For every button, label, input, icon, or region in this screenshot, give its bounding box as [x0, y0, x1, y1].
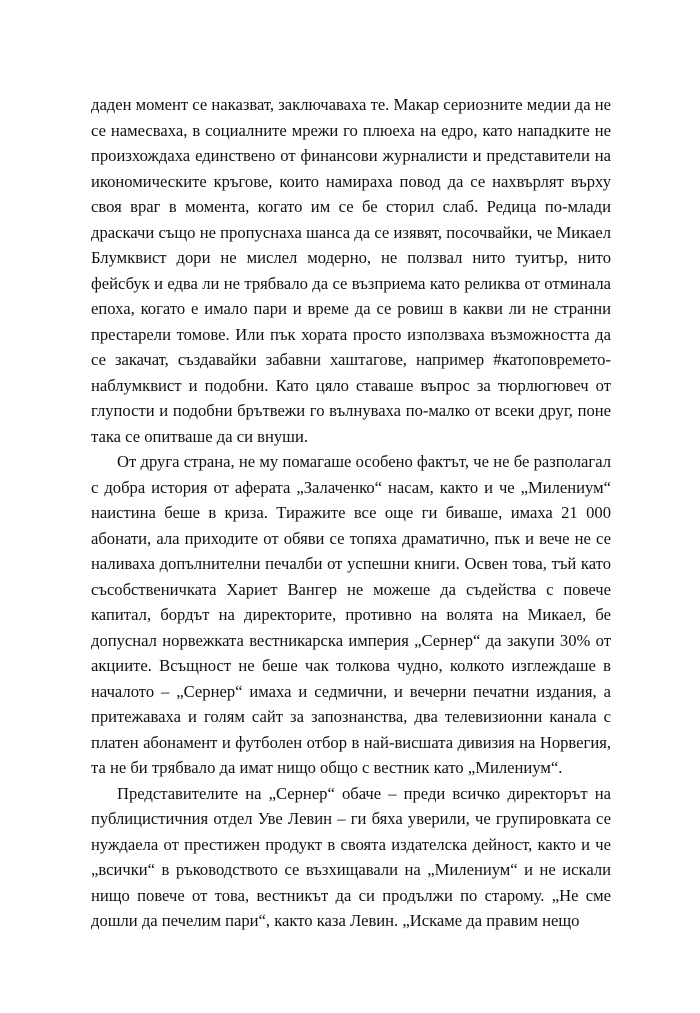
body-text: [91, 92, 611, 934]
paragraph-1: даден момент се наказват, заключаваха те. Макар сериозните медии да не се намесваха, в социалните мрежи го плюеха на едро, като нападките не произхождаха единствено от финансови журналисти и представители на икономическите кръгове, които намираха повод да се нахвърлят върху своя враг в момента, когато им се бе сторил слаб. Редица по-млади драскачи също не пропуснаха шанса да се изявят, посочвайки, че Микаел Блумквист дори не мислел модерно, не ползвал нито туитър, нито фейсбук и едва ли не трябвало да се възприема като реликва от отминала епоха, когато е имало пари и време да се ровиш в какви ли не странни престарели томове. Или пък хората просто използваха възможността да се закачат, създавайки забавни хаштагове, например #катоповреметонаблумквист и подобни. Като цяло ставаше въпрос за тюрлюгювеч от глупости и подобни брътвежи го вълнуваха по-малко от всеки друг, поне така се опитваше да си внуши.: [91, 95, 611, 446]
paragraph-3: Представителите на „Сернер“ обаче – преди всичко директорът на публицистичния отдел Уве Левин – ги бяха уверили, че групировката се нуждаела от престижен продукт в своята издателска дейност, както и че „всички“ в ръководството се възхищавали на „Милениум“ и не искали нищо повече от това, вестникът да си продължи по старому. „Не сме дошли да печелим пари“, както каза Левин. „Искаме да правим нещо: [91, 783, 611, 930]
paragraph-2: От друга страна, не му помагаше особено фактът, че не бе разполагал с добра история от аферата „Залаченко“ насам, както и че „Милениум“ наистина беше в криза. Тиражите все още ги биваше, имаха 21 000 абонати, ала приходите от обяви се топяха драматично, пък и вече не се наливаха допълнителни печалби от успешни книги. Освен това, тъй като съсобственичката Хариет Вангер не можеше да съдейства с повече капитал, бордът на директорите, противно на волята на Микаел, бе допуснал норвежката вестникарска империя „Сернер“ да закупи 30% от акциите. Всъщност не беше чак толкова чудно, колкото изглеждаше в началото – „Сернер“ имаха и седмични, и вечерни печатни издания, а притежаваха и голям сайт за запознанства, два телевизионни канала с платен абонамент и футболен отбор в най-висшата дивизия на Норвегия, та не би трябвало да имат нищо общо с вестник като „Милениум“.: [91, 452, 611, 777]
